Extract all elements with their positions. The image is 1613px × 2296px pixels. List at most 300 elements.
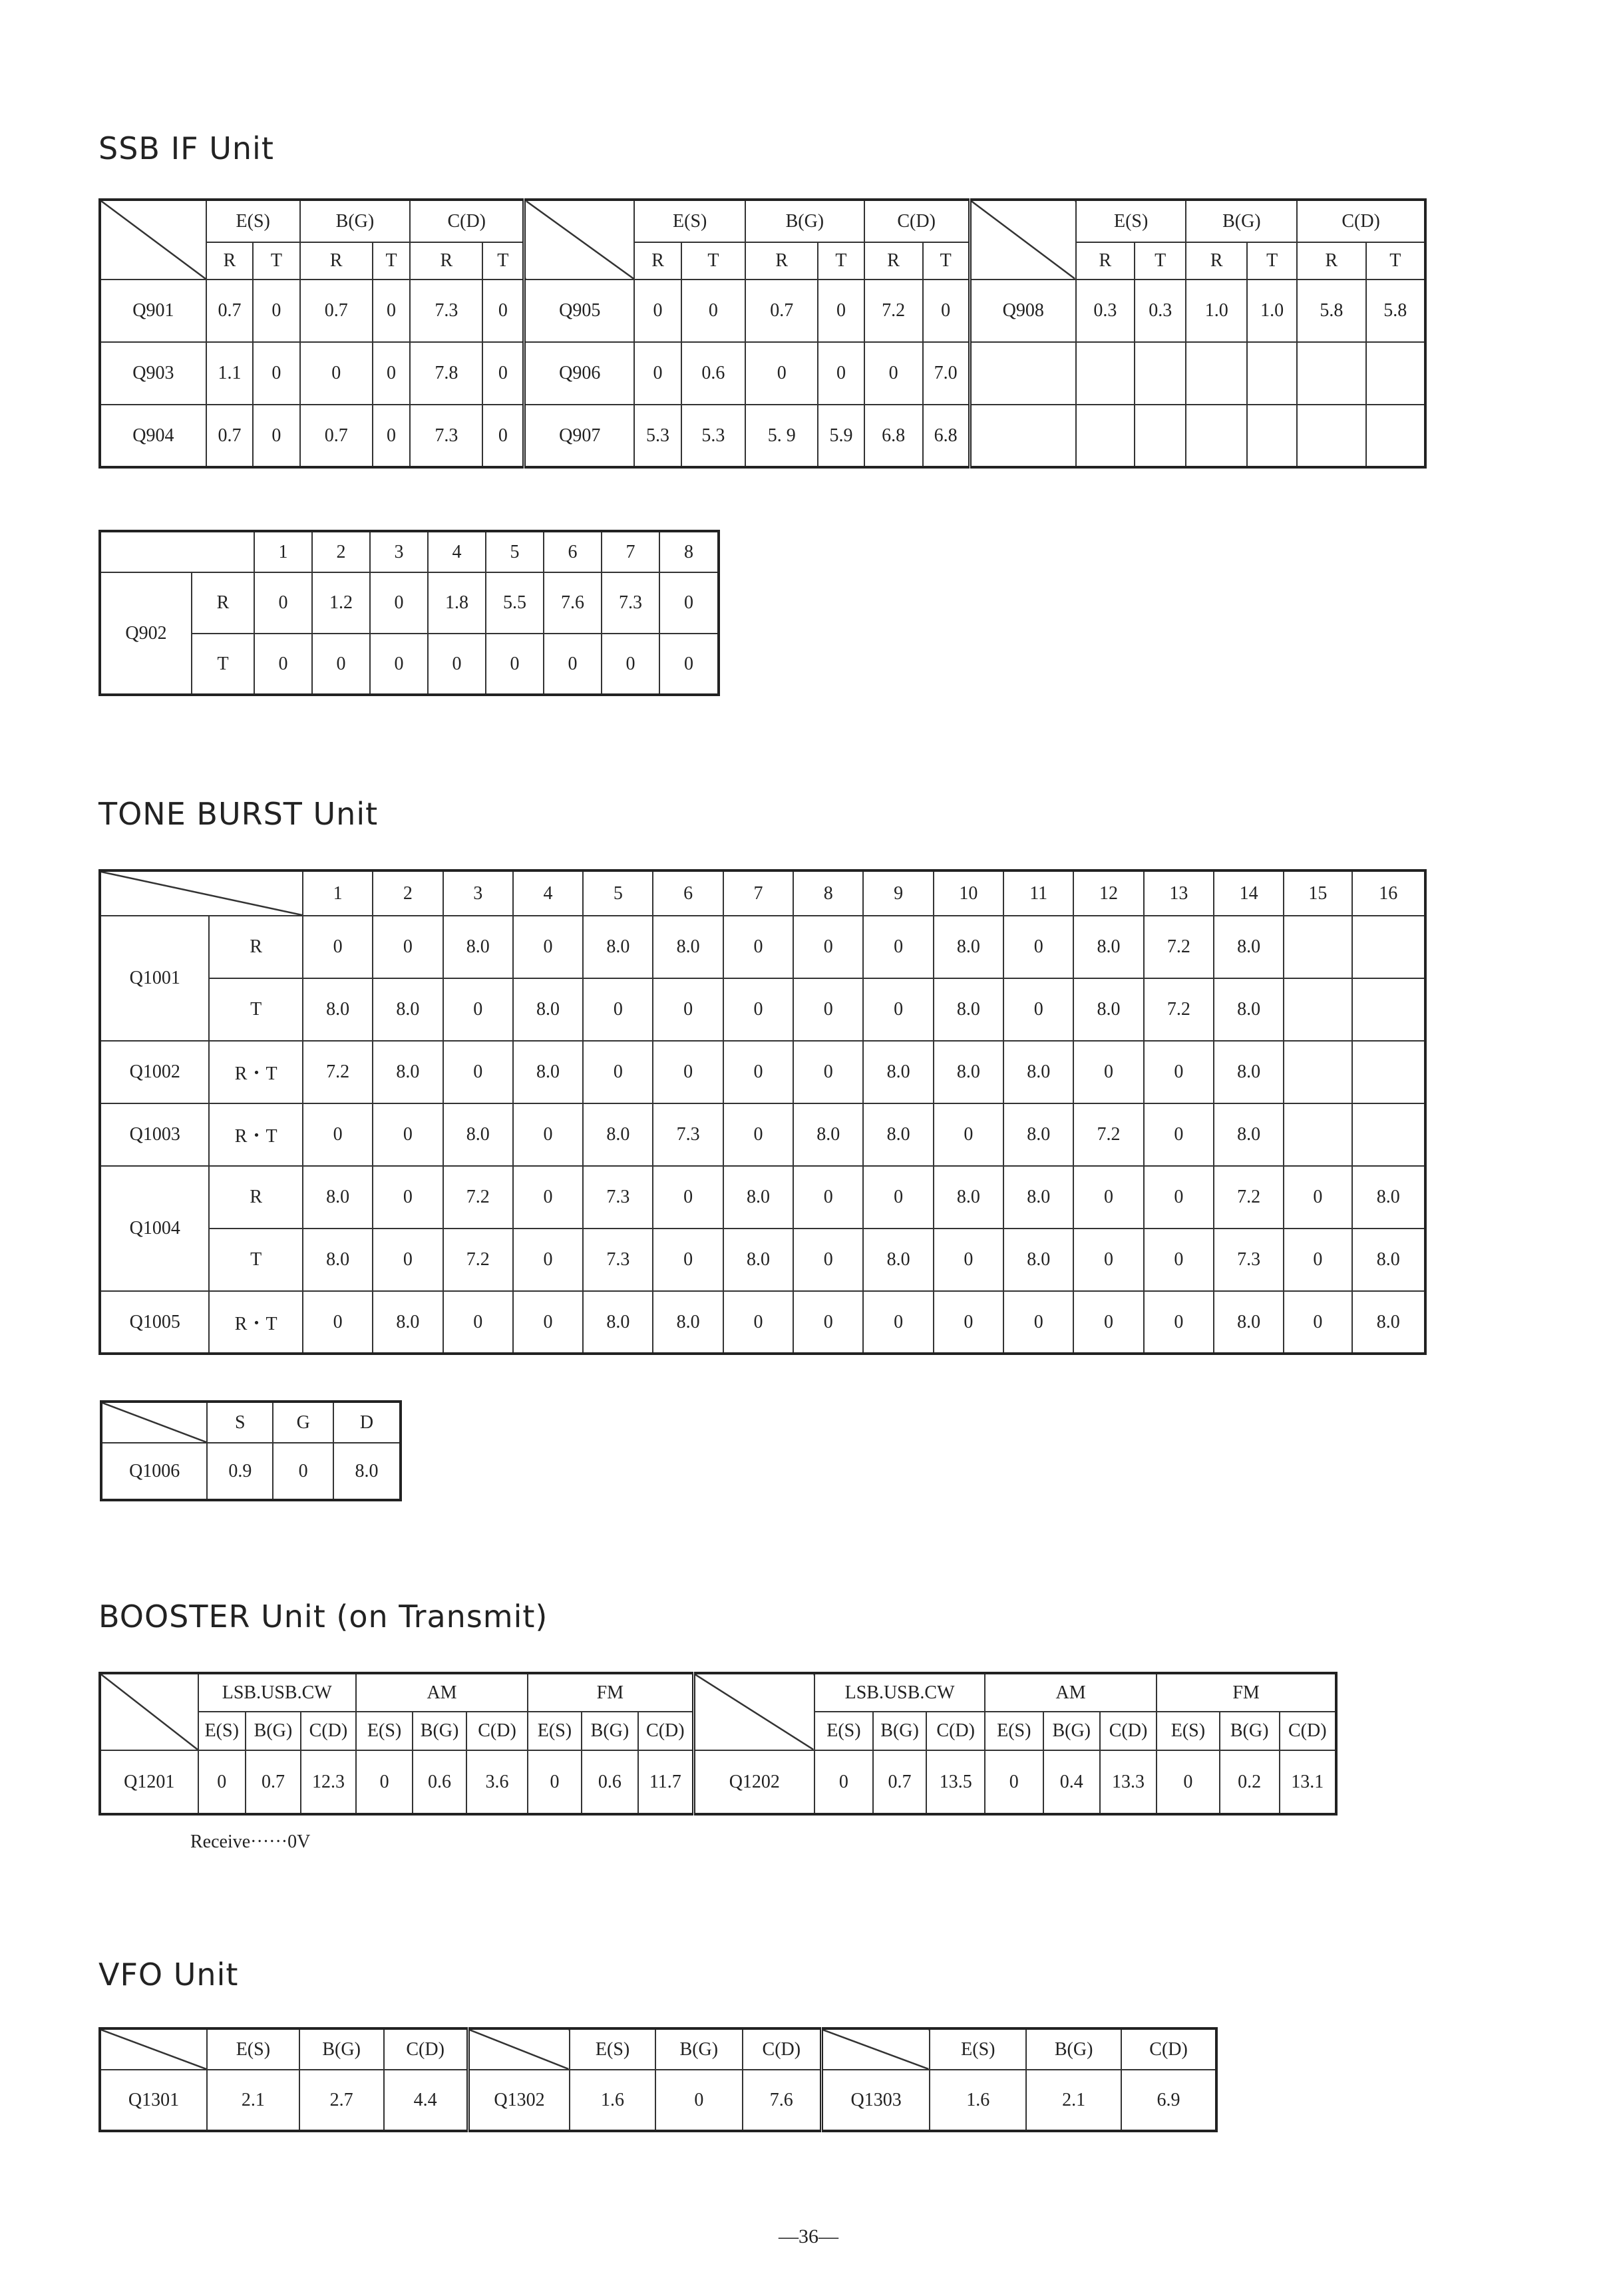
- q1006-corner: [101, 1402, 207, 1443]
- value-cell: [1284, 916, 1351, 978]
- booster-mode-header: FM: [528, 1673, 693, 1712]
- terminal-header: C(D): [384, 2028, 468, 2070]
- terminal-header: B(G): [1220, 1712, 1280, 1750]
- value-cell: 0: [513, 1229, 583, 1291]
- terminal-header: E(S): [528, 1712, 582, 1750]
- value-cell: 2.7: [299, 2070, 384, 2131]
- value-cell: 0: [443, 1291, 513, 1354]
- value-cell: 2.1: [207, 2070, 299, 2131]
- tone-burst-table: [98, 869, 1427, 1355]
- vfo-corner-1: [100, 2028, 207, 2070]
- value-cell: 0: [486, 634, 544, 695]
- tone-corner: [100, 870, 303, 916]
- pin-header: 7: [723, 870, 793, 916]
- table-row: [100, 2070, 1216, 2131]
- value-cell: 7.2: [1214, 1166, 1284, 1229]
- pin-header: 14: [1214, 870, 1284, 916]
- value-cell: 0: [681, 280, 745, 342]
- terminal-header: B(G): [1026, 2028, 1121, 2070]
- value-cell: 8.0: [1003, 1041, 1073, 1103]
- ssb-head-es-1: E(S): [206, 200, 300, 242]
- transistor-name: [970, 342, 1076, 405]
- value-cell: [1135, 405, 1186, 467]
- transistor-name: Q907: [524, 405, 635, 467]
- value-cell: 0: [864, 342, 923, 405]
- pin-header: 6: [544, 531, 602, 572]
- value-cell: 0: [793, 1291, 863, 1354]
- vfo-corner-2: [468, 2028, 570, 2070]
- ssb-sub-r: R: [745, 242, 818, 280]
- booster-mode-header: FM: [1157, 1673, 1336, 1712]
- terminal-header: C(D): [466, 1712, 528, 1750]
- table-row: [101, 1443, 401, 1500]
- value-cell: 7.0: [923, 342, 970, 405]
- value-cell: 0: [356, 1750, 413, 1814]
- terminal-header: C(D): [926, 1712, 985, 1750]
- pin-header: 5: [486, 531, 544, 572]
- value-cell: 0: [745, 342, 818, 405]
- terminal-header: B(G): [655, 2028, 743, 2070]
- value-cell: 0: [659, 634, 719, 695]
- value-cell: 0: [303, 916, 373, 978]
- value-cell: 8.0: [863, 1103, 933, 1166]
- value-cell: 5.3: [634, 405, 681, 467]
- value-cell: [1352, 1103, 1425, 1166]
- value-cell: 8.0: [1073, 978, 1143, 1041]
- value-cell: 8.0: [934, 978, 1003, 1041]
- value-cell: 0: [253, 280, 299, 342]
- transistor-name: Q1004: [100, 1166, 209, 1291]
- value-cell: 8.0: [1352, 1166, 1425, 1229]
- value-cell: 0: [482, 405, 524, 467]
- ssb-sub-t: T: [923, 242, 970, 280]
- value-cell: 0: [793, 916, 863, 978]
- q902-table: [98, 530, 720, 696]
- ssb-sub-t: T: [253, 242, 299, 280]
- value-cell: 0: [273, 1443, 333, 1500]
- value-cell: 0: [814, 1750, 873, 1814]
- ssb-sub-t: T: [818, 242, 864, 280]
- transistor-name: Q1003: [100, 1103, 209, 1166]
- ssb-corner-3: [970, 200, 1076, 280]
- value-cell: 8.0: [934, 1166, 1003, 1229]
- table-row: [100, 1041, 1425, 1103]
- value-cell: 5.3: [681, 405, 745, 467]
- pin-header: 5: [583, 870, 653, 916]
- value-cell: 7.8: [410, 342, 482, 405]
- table-row: [100, 634, 719, 695]
- value-cell: 0.6: [582, 1750, 638, 1814]
- value-cell: 8.0: [333, 1443, 401, 1500]
- mode-label: R: [192, 572, 254, 634]
- table-row: [100, 342, 1425, 405]
- terminal-header: B(G): [246, 1712, 301, 1750]
- value-cell: 0: [934, 1229, 1003, 1291]
- ssb-head-bg-3: B(G): [1186, 200, 1297, 242]
- transistor-name: Q1202: [693, 1750, 814, 1814]
- ssb-head-cd-3: C(D): [1297, 200, 1425, 242]
- value-cell: [1247, 405, 1297, 467]
- value-cell: 0: [253, 405, 299, 467]
- value-cell: 0: [793, 1166, 863, 1229]
- pin-header: 15: [1284, 870, 1351, 916]
- terminal-header: C(D): [1121, 2028, 1216, 2070]
- value-cell: 7.2: [443, 1166, 513, 1229]
- transistor-name: Q1006: [101, 1443, 207, 1500]
- pin-header: 1: [303, 870, 373, 916]
- value-cell: 1.8: [428, 572, 486, 634]
- value-cell: 0: [1144, 1291, 1214, 1354]
- value-cell: 0: [303, 1103, 373, 1166]
- value-cell: 0: [443, 1041, 513, 1103]
- ssb-sub-t: T: [482, 242, 524, 280]
- value-cell: 1.0: [1247, 280, 1297, 342]
- value-cell: 8.0: [653, 916, 723, 978]
- value-cell: 8.0: [1003, 1103, 1073, 1166]
- value-cell: 0: [300, 342, 373, 405]
- terminal-header: B(G): [582, 1712, 638, 1750]
- value-cell: 6.8: [864, 405, 923, 467]
- q902-corner: [100, 531, 254, 572]
- value-cell: 7.3: [653, 1103, 723, 1166]
- value-cell: 8.0: [723, 1229, 793, 1291]
- booster-heading: BOOSTER Unit (on Transmit): [98, 1599, 548, 1634]
- terminal-header: B(G): [1043, 1712, 1100, 1750]
- mode-label: R: [209, 1166, 302, 1229]
- value-cell: 8.0: [1214, 978, 1284, 1041]
- terminal-header: C(D): [301, 1712, 356, 1750]
- pin-header: 10: [934, 870, 1003, 916]
- tone-burst-heading: TONE BURST Unit: [98, 796, 379, 832]
- value-cell: 1.2: [312, 572, 370, 634]
- value-cell: 8.0: [934, 1041, 1003, 1103]
- transistor-name: Q906: [524, 342, 635, 405]
- value-cell: 0.7: [206, 405, 253, 467]
- value-cell: 8.0: [583, 1291, 653, 1354]
- transistor-name: [970, 405, 1076, 467]
- value-cell: 0.4: [1043, 1750, 1100, 1814]
- value-cell: 0: [1284, 1229, 1351, 1291]
- value-cell: 7.2: [1073, 1103, 1143, 1166]
- value-cell: 0: [373, 1229, 443, 1291]
- transistor-name: Q1201: [100, 1750, 198, 1814]
- value-cell: 0: [1144, 1103, 1214, 1166]
- terminal-header: E(S): [985, 1712, 1043, 1750]
- value-cell: 0: [723, 978, 793, 1041]
- value-cell: 8.0: [443, 1103, 513, 1166]
- value-cell: 5.9: [818, 405, 864, 467]
- value-cell: 7.3: [583, 1166, 653, 1229]
- value-cell: 0: [370, 634, 428, 695]
- pin-header: 8: [793, 870, 863, 916]
- value-cell: 8.0: [513, 1041, 583, 1103]
- value-cell: 0: [653, 978, 723, 1041]
- terminal-header: E(S): [930, 2028, 1026, 2070]
- mode-label: T: [209, 978, 302, 1041]
- value-cell: 0: [254, 634, 312, 695]
- value-cell: 8.0: [1214, 916, 1284, 978]
- pin-header: 4: [428, 531, 486, 572]
- terminal-header: E(S): [198, 1712, 246, 1750]
- value-cell: 0: [373, 1166, 443, 1229]
- pin-header: 2: [373, 870, 443, 916]
- terminal-header: C(D): [1100, 1712, 1157, 1750]
- transistor-name: Q1001: [100, 916, 209, 1041]
- value-cell: 0: [634, 342, 681, 405]
- value-cell: 8.0: [1352, 1291, 1425, 1354]
- value-cell: [1297, 405, 1365, 467]
- value-cell: 0: [1144, 1229, 1214, 1291]
- value-cell: 0: [1003, 916, 1073, 978]
- value-cell: 0: [863, 1291, 933, 1354]
- value-cell: 0: [793, 1229, 863, 1291]
- table-row: [100, 405, 1425, 467]
- value-cell: 2.1: [1026, 2070, 1121, 2131]
- table-row: [100, 572, 719, 634]
- value-cell: 6.8: [923, 405, 970, 467]
- value-cell: 0: [373, 916, 443, 978]
- value-cell: 8.0: [1003, 1229, 1073, 1291]
- value-cell: 0: [1144, 1166, 1214, 1229]
- value-cell: 0.7: [206, 280, 253, 342]
- value-cell: 8.0: [1073, 916, 1143, 978]
- pin-header: 3: [370, 531, 428, 572]
- value-cell: 0.7: [300, 280, 373, 342]
- value-cell: 0: [793, 978, 863, 1041]
- terminal-header: C(D): [1280, 1712, 1336, 1750]
- terminal-header: C(D): [638, 1712, 693, 1750]
- value-cell: 0: [513, 1103, 583, 1166]
- value-cell: 0.2: [1220, 1750, 1280, 1814]
- pin-header: 13: [1144, 870, 1214, 916]
- value-cell: [1366, 405, 1425, 467]
- value-cell: 11.7: [638, 1750, 693, 1814]
- booster-mode-header: LSB.USB.CW: [198, 1673, 356, 1712]
- table-row: [100, 916, 1425, 978]
- value-cell: 7.3: [410, 280, 482, 342]
- value-cell: [1352, 1041, 1425, 1103]
- value-cell: 0: [1003, 1291, 1073, 1354]
- table-row: [100, 1291, 1425, 1354]
- table-row: [100, 1166, 1425, 1229]
- value-cell: 8.0: [583, 1103, 653, 1166]
- value-cell: 0: [373, 405, 410, 467]
- value-cell: [1297, 342, 1365, 405]
- value-cell: 0: [659, 572, 719, 634]
- value-cell: 8.0: [653, 1291, 723, 1354]
- value-cell: 8.0: [1352, 1229, 1425, 1291]
- ssb-sub-r: R: [634, 242, 681, 280]
- value-cell: 8.0: [1214, 1041, 1284, 1103]
- value-cell: 0: [1003, 978, 1073, 1041]
- value-cell: 7.6: [544, 572, 602, 634]
- value-cell: 0.6: [681, 342, 745, 405]
- transistor-name: Q902: [100, 572, 192, 695]
- value-cell: 8.0: [373, 1291, 443, 1354]
- page-number: —36—: [779, 2225, 838, 2247]
- value-cell: 13.1: [1280, 1750, 1336, 1814]
- value-cell: 8.0: [373, 1041, 443, 1103]
- value-cell: 0: [370, 572, 428, 634]
- mode-label: R・T: [209, 1103, 302, 1166]
- value-cell: 0: [513, 1291, 583, 1354]
- transistor-name: Q903: [100, 342, 206, 405]
- value-cell: 0: [863, 916, 933, 978]
- value-cell: 0: [634, 280, 681, 342]
- value-cell: 0: [923, 280, 970, 342]
- ssb-head-cd-1: C(D): [410, 200, 524, 242]
- mode-label: R・T: [209, 1291, 302, 1354]
- value-cell: 0: [513, 1166, 583, 1229]
- ssb-head-es-3: E(S): [1076, 200, 1186, 242]
- value-cell: 0: [602, 634, 659, 695]
- value-cell: 7.3: [602, 572, 659, 634]
- value-cell: 0: [863, 1166, 933, 1229]
- pin-header: 12: [1073, 870, 1143, 916]
- value-cell: 0: [985, 1750, 1043, 1814]
- value-cell: [1135, 342, 1186, 405]
- value-cell: 0: [818, 342, 864, 405]
- table-row: [100, 978, 1425, 1041]
- value-cell: [1247, 342, 1297, 405]
- transistor-name: Q1005: [100, 1291, 209, 1354]
- value-cell: [1284, 978, 1351, 1041]
- value-cell: [1352, 916, 1425, 978]
- value-cell: 7.2: [864, 280, 923, 342]
- value-cell: 0: [443, 978, 513, 1041]
- value-cell: 1.6: [570, 2070, 655, 2131]
- ssb-sub-r: R: [300, 242, 373, 280]
- value-cell: 0.3: [1135, 280, 1186, 342]
- value-cell: 0: [198, 1750, 246, 1814]
- ssb-sub-r: R: [864, 242, 923, 280]
- value-cell: 8.0: [303, 978, 373, 1041]
- value-cell: 0: [528, 1750, 582, 1814]
- pin-header: 6: [653, 870, 723, 916]
- terminal-header: E(S): [1157, 1712, 1220, 1750]
- value-cell: 8.0: [863, 1229, 933, 1291]
- ssb-sub-t: T: [1366, 242, 1425, 280]
- value-cell: 8.0: [723, 1166, 793, 1229]
- terminal-header: G: [273, 1402, 333, 1443]
- value-cell: 0: [793, 1041, 863, 1103]
- pin-header: 4: [513, 870, 583, 916]
- terminal-header: S: [207, 1402, 273, 1443]
- value-cell: 0: [373, 1103, 443, 1166]
- mode-label: T: [192, 634, 254, 695]
- booster-mode-header: AM: [985, 1673, 1157, 1712]
- ssb-sub-t: T: [373, 242, 410, 280]
- pin-header: 9: [863, 870, 933, 916]
- value-cell: 0: [1073, 1229, 1143, 1291]
- mode-label: T: [209, 1229, 302, 1291]
- value-cell: 0: [818, 280, 864, 342]
- pin-header: 16: [1352, 870, 1425, 916]
- value-cell: 7.2: [303, 1041, 373, 1103]
- booster-table: [98, 1672, 1338, 1816]
- table-row: [100, 1229, 1425, 1291]
- value-cell: 6.9: [1121, 2070, 1216, 2131]
- value-cell: 0: [653, 1229, 723, 1291]
- transistor-name: Q904: [100, 405, 206, 467]
- terminal-header: E(S): [356, 1712, 413, 1750]
- value-cell: 0: [723, 1103, 793, 1166]
- value-cell: 5.5: [486, 572, 544, 634]
- value-cell: 0.3: [1076, 280, 1135, 342]
- value-cell: 8.0: [934, 916, 1003, 978]
- transistor-name: Q1301: [100, 2070, 207, 2131]
- value-cell: [1186, 405, 1247, 467]
- booster-corner-2: [693, 1673, 814, 1750]
- value-cell: 0.6: [413, 1750, 466, 1814]
- value-cell: [1284, 1041, 1351, 1103]
- value-cell: 13.5: [926, 1750, 985, 1814]
- vfo-corner-3: [821, 2028, 930, 2070]
- value-cell: 0: [482, 280, 524, 342]
- value-cell: 1.1: [206, 342, 253, 405]
- ssb-sub-r: R: [1186, 242, 1247, 280]
- ssb-sub-t: T: [1135, 242, 1186, 280]
- booster-corner-1: [100, 1673, 198, 1750]
- terminal-header: B(G): [413, 1712, 466, 1750]
- value-cell: 0: [303, 1291, 373, 1354]
- value-cell: 0: [863, 978, 933, 1041]
- value-cell: 0: [482, 342, 524, 405]
- value-cell: 0.7: [300, 405, 373, 467]
- value-cell: [1366, 342, 1425, 405]
- ssb-sub-t: T: [1247, 242, 1297, 280]
- ssb-corner-2: [524, 200, 635, 280]
- value-cell: 7.3: [410, 405, 482, 467]
- ssb-head-cd-2: C(D): [864, 200, 970, 242]
- value-cell: 8.0: [583, 916, 653, 978]
- value-cell: 0: [1284, 1166, 1351, 1229]
- value-cell: 8.0: [513, 978, 583, 1041]
- value-cell: 0: [1157, 1750, 1220, 1814]
- value-cell: 5.8: [1297, 280, 1365, 342]
- value-cell: 0: [583, 1041, 653, 1103]
- value-cell: 0: [373, 280, 410, 342]
- value-cell: 8.0: [443, 916, 513, 978]
- booster-mode-header: AM: [356, 1673, 528, 1712]
- value-cell: 0: [544, 634, 602, 695]
- value-cell: 7.6: [743, 2070, 822, 2131]
- value-cell: 1.0: [1186, 280, 1247, 342]
- ssb-sub-r: R: [1076, 242, 1135, 280]
- value-cell: 13.3: [1100, 1750, 1157, 1814]
- terminal-header: E(S): [570, 2028, 655, 2070]
- transistor-name: Q908: [970, 280, 1076, 342]
- ssb-sub-r: R: [1297, 242, 1365, 280]
- terminal-header: C(D): [743, 2028, 822, 2070]
- value-cell: 0.9: [207, 1443, 273, 1500]
- value-cell: 7.3: [583, 1229, 653, 1291]
- pin-header: 7: [602, 531, 659, 572]
- value-cell: 12.3: [301, 1750, 356, 1814]
- pin-header: 1: [254, 531, 312, 572]
- value-cell: 0: [312, 634, 370, 695]
- ssb-head-bg-1: B(G): [300, 200, 411, 242]
- terminal-header: B(G): [299, 2028, 384, 2070]
- value-cell: 0: [254, 572, 312, 634]
- transistor-name: Q901: [100, 280, 206, 342]
- value-cell: 0: [653, 1166, 723, 1229]
- value-cell: 8.0: [1003, 1166, 1073, 1229]
- ssb-sub-t: T: [681, 242, 745, 280]
- ssb-sub-r: R: [206, 242, 253, 280]
- receive-note: Receive······0V: [190, 1831, 311, 1852]
- value-cell: [1352, 978, 1425, 1041]
